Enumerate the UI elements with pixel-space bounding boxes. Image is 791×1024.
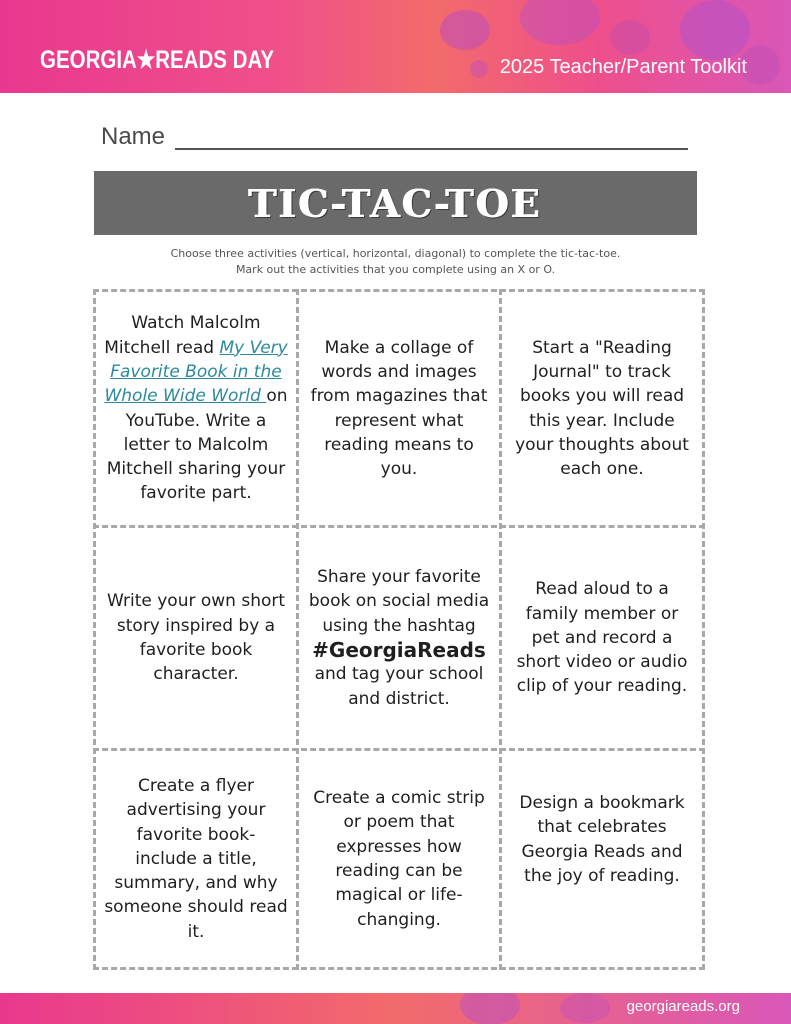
paint-splatter: [610, 20, 650, 55]
activity-cell-4[interactable]: [96, 528, 296, 748]
name-field[interactable]: [101, 123, 691, 153]
activity-cell-1[interactable]: [96, 292, 296, 525]
activity-cell-9[interactable]: [502, 751, 702, 967]
header-banner: [0, 0, 791, 93]
instructions: [95, 246, 696, 278]
video-link[interactable]: My Very Favorite Book in the Whole Wide World: [104, 337, 288, 407]
activity-2-text: Make a collage of words and images from magazines that represent what reading means to you.: [310, 337, 488, 480]
activity-cell-8[interactable]: [299, 751, 499, 967]
paint-splatter: [520, 0, 600, 45]
activity-1-text-end: on YouTube. Write a letter to Malcolm Mitchell sharing your favorite part.: [106, 386, 288, 504]
paint-splatter: [470, 60, 488, 78]
activity-cell-2[interactable]: [299, 292, 499, 525]
paint-splatter: [440, 10, 490, 50]
activity-cell-3[interactable]: [502, 292, 702, 525]
activity-7-text: Create a flyer advertising your favorite book- include a title, summary, and why someone should read it.: [104, 775, 288, 942]
activity-4-text: Write your own short story inspired by a favorite book character.: [106, 591, 286, 685]
activity-1-text: Watch Malcolm Mitchell read: [104, 313, 261, 358]
footer-banner: [0, 993, 791, 1024]
paint-splatter: [460, 993, 520, 1024]
website-link[interactable]: georgiareads.org: [626, 998, 740, 1015]
activity-5-text-end: and tag your school and district.: [314, 664, 484, 709]
instructions-line-1: Choose three activities (vertical, horizontal, diagonal) to complete the tic-tac-toe.: [170, 247, 621, 260]
activity-9-text: Design a bookmark that celebrates Georgia Reads and the joy of reading.: [519, 793, 685, 886]
name-blank-line[interactable]: [175, 148, 688, 150]
activity-cell-5[interactable]: [299, 528, 499, 748]
page-title: TIC-TAC-TOE: [248, 180, 543, 226]
activity-8-text: Create a comic strip or poem that expresses how reading can be magical or life-changing.: [313, 788, 485, 930]
activity-3-text: Start a "Reading Journal" to track books you will read this year. Include your thoughts about each one.: [515, 337, 689, 480]
activity-cell-7[interactable]: [96, 751, 296, 967]
instructions-line-2: Mark out the activities that you complete using an X or O.: [235, 263, 556, 276]
activity-cell-6[interactable]: [502, 528, 702, 748]
title-banner: [94, 171, 697, 235]
activity-5-text: Share your favorite book on social media using the hashtag: [308, 567, 490, 636]
grid-line: [93, 967, 705, 970]
brand-logo: GEORGIA★READS DAY: [40, 46, 275, 74]
tic-tac-toe-grid: [93, 289, 705, 970]
grid-line: [702, 289, 705, 970]
paint-splatter: [680, 0, 750, 60]
activity-6-text: Read aloud to a family member or pet and record a short video or audio clip of your reading.: [516, 579, 688, 697]
hashtag: #GeorgiaReads: [312, 638, 486, 662]
toolkit-title: 2025 Teacher/Parent Toolkit: [499, 56, 747, 78]
paint-splatter: [560, 993, 610, 1023]
name-label: Name: [101, 123, 166, 150]
